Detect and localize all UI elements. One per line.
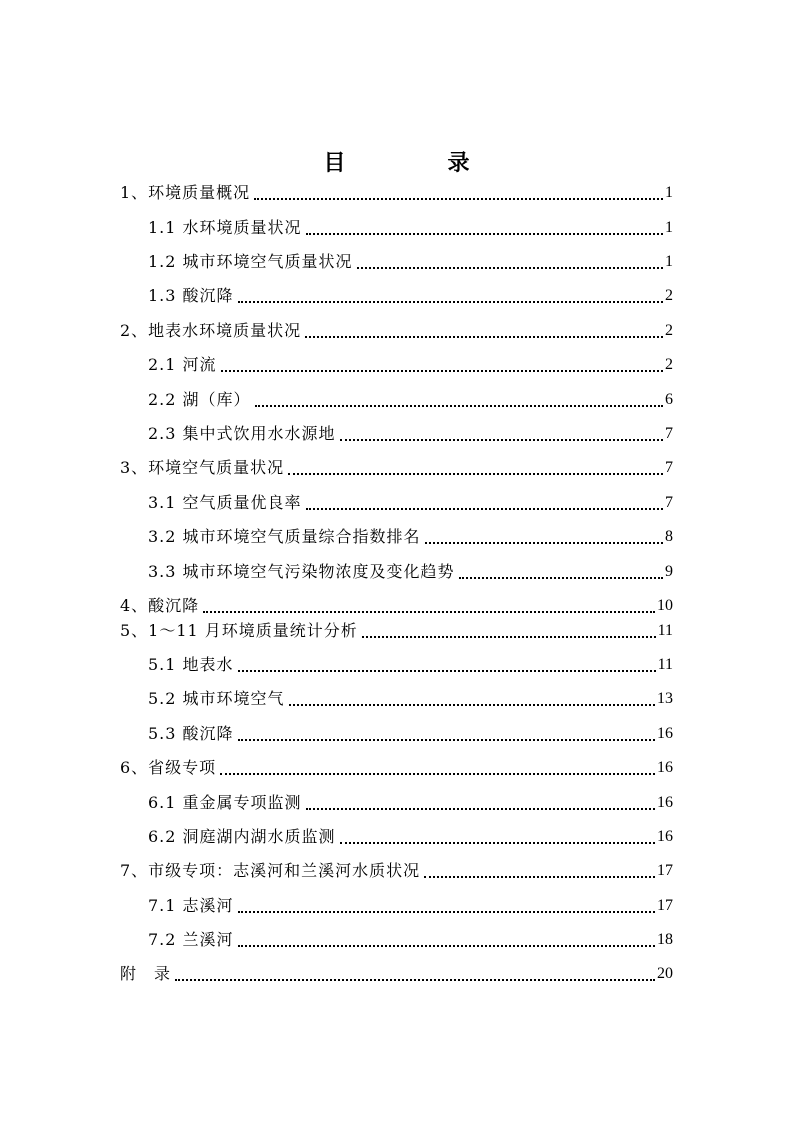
toc-entry-label: 1.1 水环境质量状况	[148, 218, 302, 237]
toc-entry-page: 13	[657, 690, 673, 707]
dot-leader	[288, 473, 663, 475]
toc-entry-page: 6	[665, 391, 673, 408]
toc-entry-page: 20	[657, 965, 673, 982]
toc-entry-page: 10	[657, 597, 673, 614]
toc-entry-label: 6.2 洞庭湖内湖水质监测	[148, 827, 336, 846]
toc-entry[interactable]	[148, 722, 673, 746]
toc-entry[interactable]	[148, 422, 673, 446]
dot-leader	[203, 611, 655, 613]
toc-entry-label: 7、市级专项：志溪河和兰溪河水质状况	[120, 861, 421, 880]
toc-entry-page: 7	[665, 459, 673, 476]
dot-leader	[220, 773, 655, 775]
dot-leader	[340, 842, 655, 844]
toc-entry-label: 5.3 酸沉降	[148, 724, 234, 743]
toc-entry-page: 11	[657, 656, 673, 673]
toc-entry-label: 3.1 空气质量优良率	[148, 493, 302, 512]
toc-entry-label: 2.1 河流	[148, 355, 217, 374]
toc-entry[interactable]	[148, 525, 673, 549]
toc-entry[interactable]	[120, 859, 673, 883]
toc-entry[interactable]	[120, 756, 673, 780]
dot-leader	[424, 876, 655, 878]
toc-entry-page: 16	[657, 794, 673, 811]
toc-entry-label: 5、1～11 月环境质量统计分析	[120, 621, 358, 640]
toc-entry[interactable]	[148, 687, 673, 711]
toc-entry-page: 17	[657, 897, 673, 914]
dot-leader	[221, 370, 663, 372]
page-title: 目 录	[323, 150, 510, 176]
toc-entry-label: 2.2 湖（库）	[148, 390, 251, 409]
dot-leader	[362, 636, 656, 638]
toc-entry[interactable]	[148, 791, 673, 815]
toc-entry-label: 2.3 集中式饮用水水源地	[148, 424, 336, 443]
toc-entry-label: 1.2 城市环境空气质量状况	[148, 252, 353, 271]
toc-entry-label: 4、酸沉降	[120, 596, 200, 615]
dot-leader	[425, 542, 663, 544]
dot-leader	[254, 198, 663, 200]
dot-leader	[238, 670, 656, 672]
toc-entry-page: 17	[657, 862, 673, 879]
toc-entry-label: 6.1 重金属专项监测	[148, 793, 302, 812]
toc-entry[interactable]	[148, 825, 673, 849]
toc-entry[interactable]	[148, 560, 673, 584]
toc-entry[interactable]	[148, 284, 673, 308]
toc-entry-label: 附 录	[120, 964, 172, 983]
toc-entry[interactable]	[148, 250, 673, 274]
toc-entry-label: 5.2 城市环境空气	[148, 689, 285, 708]
dot-leader	[306, 233, 663, 235]
dot-leader	[238, 301, 663, 303]
toc-entry-label: 3、环境空气质量状况	[120, 458, 285, 477]
toc-entry-label: 1.3 酸沉降	[148, 286, 234, 305]
dot-leader	[305, 336, 663, 338]
toc-entry-label: 7.2 兰溪河	[148, 930, 234, 949]
toc-entry-page: 16	[657, 725, 673, 742]
toc-entry[interactable]	[148, 216, 673, 240]
dot-leader	[306, 508, 663, 510]
toc-entry-page: 11	[657, 622, 673, 639]
toc-entry-label: 5.1 地表水	[148, 655, 234, 674]
toc-entry-page: 2	[665, 287, 673, 304]
toc-entry-label: 7.1 志溪河	[148, 896, 234, 915]
toc-entry-page: 1	[665, 253, 673, 270]
dot-leader	[255, 405, 663, 407]
dot-leader	[357, 267, 663, 269]
dot-leader	[175, 979, 655, 981]
toc-entry-page: 18	[657, 931, 673, 948]
toc-entry-page: 16	[657, 828, 673, 845]
toc-entry-page: 1	[665, 219, 673, 236]
dot-leader	[238, 911, 655, 913]
toc-entry[interactable]	[148, 353, 673, 377]
toc-entry[interactable]	[148, 491, 673, 515]
toc-entry-label: 3.3 城市环境空气污染物浓度及变化趋势	[148, 562, 455, 581]
toc-entry-page: 9	[665, 563, 673, 580]
toc-entry[interactable]	[120, 962, 673, 986]
toc-entry[interactable]	[148, 653, 673, 677]
dot-leader	[340, 439, 663, 441]
toc-entry-page: 8	[665, 528, 673, 545]
toc-entry[interactable]	[120, 181, 673, 205]
toc-entry[interactable]	[120, 594, 673, 618]
toc-entry-page: 16	[657, 759, 673, 776]
toc-entry[interactable]	[120, 319, 673, 343]
toc-entry-page: 7	[665, 425, 673, 442]
toc-entry-label: 2、地表水环境质量状况	[120, 321, 302, 340]
toc-entry-page: 7	[665, 494, 673, 511]
toc-entry-label: 1、环境质量概况	[120, 183, 251, 202]
dot-leader	[238, 739, 655, 741]
toc-entry[interactable]	[148, 928, 673, 952]
dot-leader	[238, 945, 655, 947]
dot-leader	[459, 577, 663, 579]
toc-entry-page: 1	[665, 184, 673, 201]
dot-leader	[289, 704, 655, 706]
dot-leader	[306, 808, 655, 810]
toc-entry[interactable]	[120, 456, 673, 480]
toc-entry-page: 2	[665, 356, 673, 373]
toc-entry[interactable]	[148, 388, 673, 412]
toc-entry-label: 6、省级专项	[120, 758, 217, 777]
toc-entry-page: 2	[665, 322, 673, 339]
toc-entry-label: 3.2 城市环境空气质量综合指数排名	[148, 527, 421, 546]
toc-entry[interactable]	[148, 894, 673, 918]
toc-entry[interactable]	[120, 619, 673, 643]
